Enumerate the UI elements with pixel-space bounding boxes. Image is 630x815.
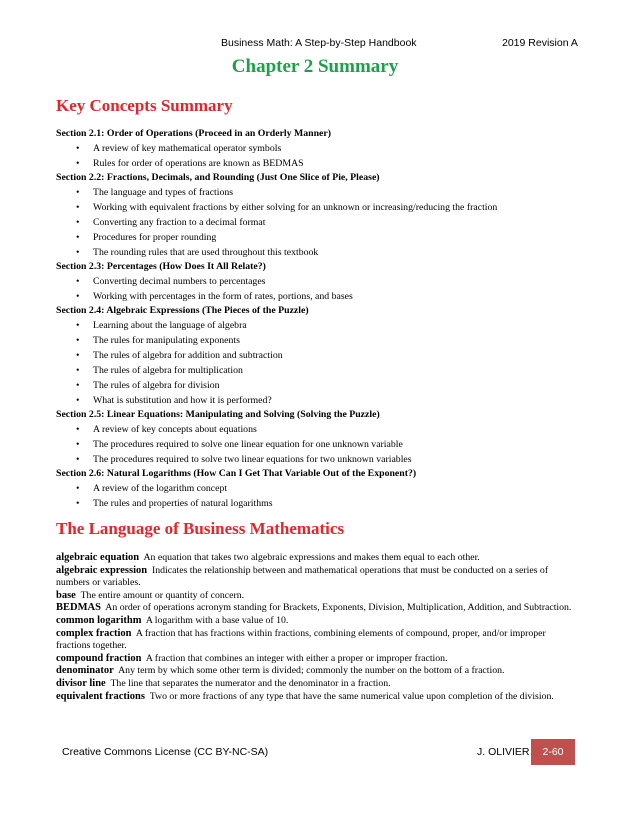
glossary-term: BEDMAS bbox=[56, 602, 101, 614]
bullet-item: • The rounding rules that are used throughout this textbook bbox=[56, 245, 576, 260]
bullet-item: • Rules for order of operations are known as BEDMAS bbox=[56, 156, 576, 171]
bullet-item: • Working with equivalent fractions by either solving for an unknown or increasing/reducing the fraction bbox=[56, 200, 576, 215]
glossary-term: common logarithm bbox=[56, 614, 142, 626]
bullet-item: • The language and types of fractions bbox=[56, 185, 576, 200]
glossary-term: algebraic equation bbox=[56, 552, 140, 563]
section-title: Section 2.5: Linear Equations: Manipulating and Solving (Solving the Puzzle) bbox=[56, 409, 380, 420]
section-title: Section 2.1: Order of Operations (Proceed in an Orderly Manner) bbox=[56, 128, 331, 139]
language-heading: The Language of Business Mathematics bbox=[56, 519, 345, 538]
section-title: Section 2.6: Natural Logarithms (How Can I Get That Variable Out of the Exponent?) bbox=[56, 468, 417, 479]
footer-license: Creative Commons License (CC BY-NC-SA) bbox=[62, 746, 269, 758]
glossary-definition: An equation that takes two algebraic expressions and makes them equal to each other. bbox=[143, 552, 480, 563]
bullet-item: • Converting decimal numbers to percentages bbox=[56, 274, 576, 289]
glossary-list bbox=[56, 552, 576, 703]
section-title: Section 2.4: Algebraic Expressions (The Pieces of the Puzzle) bbox=[56, 305, 309, 316]
glossary-term: divisor line bbox=[56, 677, 106, 689]
bullet-item: • The rules and properties of natural logarithms bbox=[56, 496, 576, 511]
glossary-term: complex fraction bbox=[56, 627, 132, 639]
glossary-term: equivalent fractions bbox=[56, 690, 145, 702]
glossary-definition: Two or more fractions of any type that have the same numerical value upon completion of the division. bbox=[149, 690, 554, 702]
chapter-title: Chapter 2 Summary bbox=[231, 56, 399, 77]
section-bullet-list bbox=[56, 422, 576, 467]
bullet-item: • The rules of algebra for division bbox=[56, 378, 576, 393]
bullet-item: • The procedures required to solve one linear equation for one unknown variable bbox=[56, 437, 576, 452]
glossary-definition: The entire amount or quantity of concern. bbox=[80, 589, 245, 601]
glossary-entry bbox=[56, 653, 576, 666]
concept-section bbox=[56, 127, 576, 171]
glossary-entry bbox=[56, 665, 576, 678]
glossary-term: compound fraction bbox=[56, 652, 142, 664]
bullet-item: • The rules for manipulating exponents bbox=[56, 333, 576, 348]
concept-section bbox=[56, 304, 576, 408]
section-bullet-list bbox=[56, 141, 576, 171]
concept-section bbox=[56, 171, 576, 260]
glossary-definition: A logarithm with a base value of 10. bbox=[145, 614, 289, 626]
glossary-term: algebraic expression bbox=[56, 564, 148, 576]
glossary-definition: A fraction that has fractions within fractions, combining elements of compound, proper, and/or improper fractions together. bbox=[56, 627, 546, 652]
glossary-definition: An order of operations acronym standing for Brackets, Exponents, Division, Multiplication, Addition, and Subtraction. bbox=[105, 602, 572, 614]
bullet-item: • Procedures for proper rounding bbox=[56, 230, 576, 245]
section-bullet-list bbox=[56, 274, 576, 304]
bullet-item: • What is substitution and how it is performed? bbox=[56, 393, 576, 408]
section-bullet-list bbox=[56, 318, 576, 408]
glossary-entry bbox=[56, 691, 576, 704]
header-revision: 2019 Revision A bbox=[502, 37, 578, 49]
bullet-item: • A review of key concepts about equations bbox=[56, 422, 576, 437]
bullet-item: • Converting any fraction to a decimal format bbox=[56, 215, 576, 230]
bullet-item: • A review of the logarithm concept bbox=[56, 481, 576, 496]
bullet-item: • Working with percentages in the form of rates, portions, and bases bbox=[56, 289, 576, 304]
glossary-entry bbox=[56, 590, 576, 603]
bullet-item: • A review of key mathematical operator symbols bbox=[56, 141, 576, 156]
glossary-entry bbox=[56, 678, 576, 691]
glossary-definition: Any term by which some other term is divided; commonly the number on the bottom of a fraction. bbox=[118, 665, 505, 677]
bullet-item: • The rules of algebra for multiplication bbox=[56, 363, 576, 378]
concept-section bbox=[56, 408, 576, 467]
concept-section bbox=[56, 467, 576, 511]
section-title: Section 2.2: Fractions, Decimals, and Rounding (Just One Slice of Pie, Please) bbox=[56, 172, 380, 183]
key-concepts-heading: Key Concepts Summary bbox=[56, 96, 233, 115]
section-title: Section 2.3: Percentages (How Does It All Relate?) bbox=[56, 261, 266, 272]
glossary-entry bbox=[56, 565, 576, 590]
footer-author: J. OLIVIER bbox=[477, 746, 530, 758]
glossary-definition: The line that separates the numerator and the denominator in a fraction. bbox=[110, 677, 391, 689]
glossary-term: denominator bbox=[56, 665, 114, 677]
bullet-item: • The rules of algebra for addition and subtraction bbox=[56, 348, 576, 363]
glossary-definition: A fraction that combines an integer with either a proper or improper fraction. bbox=[145, 652, 448, 664]
bullet-item: • The procedures required to solve two linear equations for two unknown variables bbox=[56, 452, 576, 467]
section-bullet-list bbox=[56, 481, 576, 511]
glossary-term: base bbox=[56, 589, 76, 601]
page-number-badge: 2-60 bbox=[531, 739, 575, 765]
glossary-definition: Indicates the relationship between and mathematical operations that must be conducted on a series of numbers or variables. bbox=[56, 564, 549, 589]
bullet-item: • Learning about the language of algebra bbox=[56, 318, 576, 333]
glossary-entry bbox=[56, 615, 576, 628]
key-concepts-list bbox=[56, 127, 576, 511]
concept-section bbox=[56, 260, 576, 304]
glossary-entry bbox=[56, 602, 576, 615]
section-bullet-list bbox=[56, 185, 576, 260]
glossary-entry bbox=[56, 628, 576, 653]
glossary-entry bbox=[56, 552, 576, 565]
header-title: Business Math: A Step-by-Step Handbook bbox=[221, 37, 417, 49]
